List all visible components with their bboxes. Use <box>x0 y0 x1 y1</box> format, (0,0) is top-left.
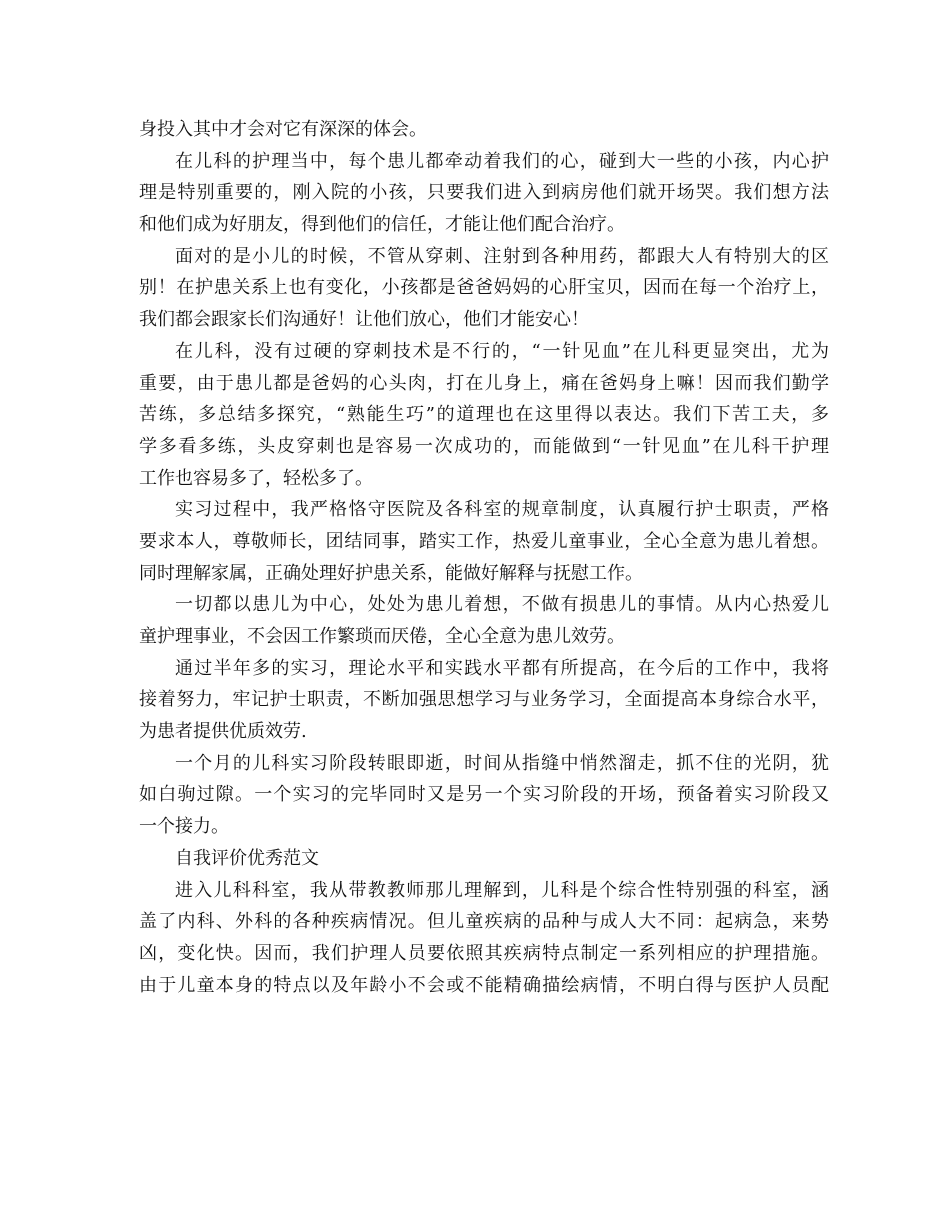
text-line: 理是特别重要的，刚入院的小孩，只要我们进入到病房他们就开场哭。我们想方法 <box>139 182 829 204</box>
text-line: 接着努力，牢记护士职责，不断加强思想学习与业务学习，全面提高本身综合水平， <box>139 689 829 711</box>
text-line: 要求本人，尊敬师长，团结同事，踏实工作，热爱儿童事业，全心全意为患儿着想。 <box>139 530 829 552</box>
text-line: 身投入其中才会对它有深深的体会。 <box>139 119 427 140</box>
paragraph-first-line: 在儿科的护理当中，每个患儿都牵动着我们的心，碰到大一些的小孩，内心护 <box>175 150 829 172</box>
paragraph-first-line: 一个月的儿科实习阶段转眼即逝，时间从指缝中悄然溜走，抓不住的光阴，犹 <box>175 752 829 774</box>
text-line: 苦练，多总结多探究，“熟能生巧”的道理也在这里得以表达。我们下苦工夫，多 <box>139 404 829 426</box>
text-line: 由于儿童本身的特点以及年龄小不会或不能精确描绘病情，不明白得与医护人员配 <box>139 974 829 996</box>
text-line: 一个接力。 <box>139 816 229 838</box>
paragraph-first-line: 在儿科，没有过硬的穿刺技术是不行的，“一针见血”在儿科更显突出，尤为 <box>175 340 829 362</box>
text-line: 童护理事业，不会因工作繁琐而厌倦，全心全意为患儿效劳。 <box>139 626 625 647</box>
text-line: 和他们成为好朋友，得到他们的信任，才能让他们配合治疗。 <box>139 214 625 236</box>
body-text <box>139 114 829 1001</box>
text-line: 为患者提供优质效劳. <box>139 721 307 743</box>
paragraph-first-line: 进入儿科科室，我从带教教师那儿理解到，儿科是个综合性特别强的科室，涵 <box>175 879 829 901</box>
text-line: 工作也容易多了，轻松多了。 <box>139 467 373 489</box>
text-line: 盖了内科、外科的各种疾病情况。但儿童疾病的品种与成人大不同：起病急，来势 <box>139 911 829 933</box>
paragraph-first-line: 面对的是小儿的时候，不管从穿刺、注射到各种用药，都跟大人有特别大的区 <box>175 245 829 267</box>
paragraph-first-line: 通过半年多的实习，理论水平和实践水平都有所提高，在今后的工作中，我将 <box>175 657 829 679</box>
paragraph-first-line: 实习过程中，我严格恪守医院及各科室的规章制度，认真履行护士职责，严格 <box>175 499 829 521</box>
text-line: 重要，由于患儿都是爸妈的心头肉，打在儿身上，痛在爸妈身上嘛！因而我们勤学 <box>139 372 829 394</box>
text-line: 凶，变化快。因而，我们护理人员要依照其疾病特点制定一系列相应的护理措施。 <box>139 942 829 964</box>
text-line: 如白驹过隙。一个实习的完毕同时又是另一个实习阶段的开场，预备着实习阶段又 <box>139 784 829 806</box>
paragraph-first-line: 一切都以患儿为中心，处处为患儿着想，不做有损患儿的事情。从内心热爱儿 <box>175 594 829 616</box>
text-line: 别！在护患关系上也有变化，小孩都是爸爸妈妈的心肝宝贝，因而在每一个治疗上， <box>139 277 829 299</box>
section-heading: 自我评价优秀范文 <box>175 847 319 869</box>
text-line: 同时理解家属，正确处理好护患关系，能做好解释与抚慰工作。 <box>139 562 643 584</box>
text-line: 我们都会跟家长们沟通好！让他们放心，他们才能安心！ <box>139 309 589 331</box>
text-line: 学多看多练，头皮穿刺也是容易一次成功的，而能做到“一针见血”在儿科干护理 <box>139 435 829 457</box>
